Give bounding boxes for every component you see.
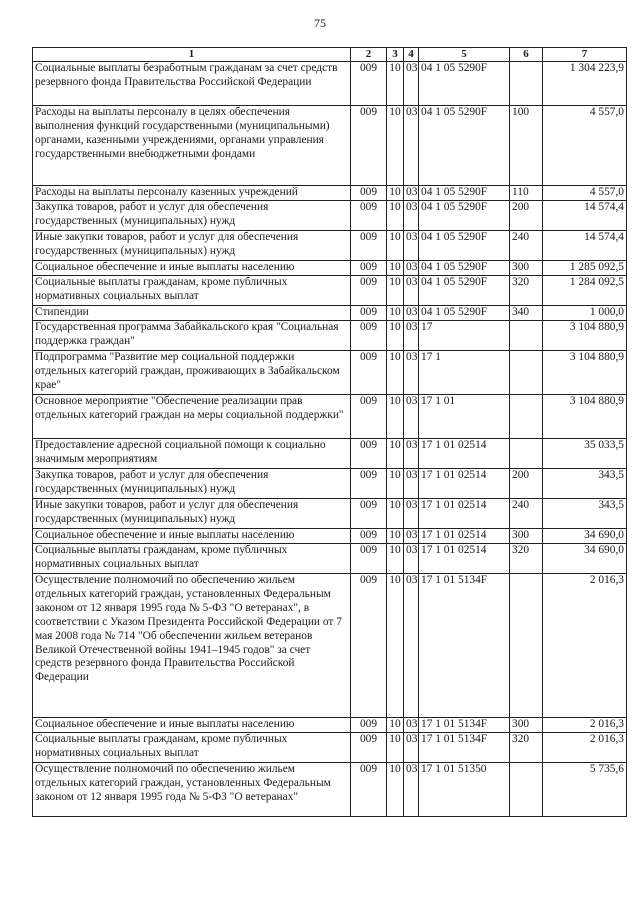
expense-type-code: 240 (510, 231, 543, 261)
subsection-code: 03 (404, 62, 419, 106)
row-name: Иные закупки товаров, работ и услуг для обеспечения государственных (муниципальных) нужд (33, 499, 351, 529)
table-row (33, 261, 627, 276)
amount: 14 574,4 (543, 201, 627, 231)
expense-type-code (510, 439, 543, 469)
amount: 343,5 (543, 469, 627, 499)
target-article-code: 17 1 01 02514 (419, 499, 510, 529)
section-code: 10 (387, 395, 404, 439)
header-col-6: 6 (510, 48, 543, 62)
amount: 4 557,0 (543, 106, 627, 186)
table-row (33, 499, 627, 529)
table-row (33, 231, 627, 261)
target-article-code: 04 1 05 5290F (419, 62, 510, 106)
row-name: Иные закупки товаров, работ и услуг для обеспечения государственных (муниципальных) нужд (33, 231, 351, 261)
ministry-code: 009 (351, 201, 387, 231)
target-article-code: 17 1 01 02514 (419, 469, 510, 499)
ministry-code: 009 (351, 276, 387, 306)
amount: 14 574,4 (543, 231, 627, 261)
expense-type-code: 300 (510, 261, 543, 276)
subsection-code: 03 (404, 261, 419, 276)
header-col-5: 5 (419, 48, 510, 62)
subsection-code: 03 (404, 306, 419, 321)
subsection-code: 03 (404, 718, 419, 733)
table-row (33, 762, 627, 816)
table-row (33, 276, 627, 306)
subsection-code: 03 (404, 231, 419, 261)
row-name: Социальные выплаты гражданам, кроме публичных нормативных социальных выплат (33, 276, 351, 306)
amount: 3 104 880,9 (543, 351, 627, 395)
expense-type-code: 240 (510, 499, 543, 529)
amount: 1 285 092,5 (543, 261, 627, 276)
subsection-code: 03 (404, 499, 419, 529)
table-row (33, 306, 627, 321)
row-name: Основное мероприятие "Обеспечение реализации прав отдельных категорий граждан на меры социальной поддержки" (33, 395, 351, 439)
header-col-4: 4 (404, 48, 419, 62)
section-code: 10 (387, 261, 404, 276)
ministry-code: 009 (351, 62, 387, 106)
row-name: Стипендии (33, 306, 351, 321)
table-row (33, 321, 627, 351)
row-name: Расходы на выплаты персоналу казенных учреждений (33, 186, 351, 201)
subsection-code: 03 (404, 469, 419, 499)
amount: 2 016,3 (543, 732, 627, 762)
expense-type-code (510, 762, 543, 816)
header-col-7: 7 (543, 48, 627, 62)
amount: 3 104 880,9 (543, 395, 627, 439)
target-article-code: 04 1 05 5290F (419, 186, 510, 201)
amount: 4 557,0 (543, 186, 627, 201)
section-code: 10 (387, 762, 404, 816)
row-name: Подпрограмма "Развитие мер социальной поддержки отдельных категорий граждан, проживающих в Забайкальском крае" (33, 351, 351, 395)
amount: 2 016,3 (543, 574, 627, 718)
table-row (33, 186, 627, 201)
amount: 1 304 223,9 (543, 62, 627, 106)
subsection-code: 03 (404, 544, 419, 574)
budget-table (32, 47, 627, 817)
ministry-code: 009 (351, 231, 387, 261)
row-name: Социальные выплаты гражданам, кроме публичных нормативных социальных выплат (33, 544, 351, 574)
subsection-code: 03 (404, 395, 419, 439)
amount: 5 735,6 (543, 762, 627, 816)
target-article-code: 04 1 05 5290F (419, 306, 510, 321)
target-article-code: 17 1 01 02514 (419, 439, 510, 469)
ministry-code: 009 (351, 106, 387, 186)
table-row (33, 574, 627, 718)
ministry-code: 009 (351, 321, 387, 351)
target-article-code: 04 1 05 5290F (419, 201, 510, 231)
section-code: 10 (387, 499, 404, 529)
target-article-code: 17 1 01 02514 (419, 529, 510, 544)
section-code: 10 (387, 186, 404, 201)
table-row (33, 469, 627, 499)
row-name: Социальное обеспечение и иные выплаты населению (33, 529, 351, 544)
subsection-code: 03 (404, 529, 419, 544)
subsection-code: 03 (404, 276, 419, 306)
section-code: 10 (387, 106, 404, 186)
expense-type-code (510, 321, 543, 351)
subsection-code: 03 (404, 106, 419, 186)
page-number: 75 (314, 16, 326, 30)
expense-type-code: 300 (510, 718, 543, 733)
target-article-code: 17 1 01 5134F (419, 732, 510, 762)
row-name: Закупка товаров, работ и услуг для обеспечения государственных (муниципальных) нужд (33, 201, 351, 231)
target-article-code: 17 1 01 (419, 395, 510, 439)
target-article-code: 17 1 01 5134F (419, 718, 510, 733)
expense-type-code (510, 351, 543, 395)
row-name: Социальные выплаты безработным гражданам за счет средств резервного фонда Правительства Российской Федерации (33, 62, 351, 106)
row-name: Социальное обеспечение и иные выплаты населению (33, 718, 351, 733)
subsection-code: 03 (404, 321, 419, 351)
target-article-code: 04 1 05 5290F (419, 261, 510, 276)
expense-type-code (510, 62, 543, 106)
table-row (33, 439, 627, 469)
target-article-code: 17 1 (419, 351, 510, 395)
row-name: Расходы на выплаты персоналу в целях обеспечения выполнения функций государственными (муниципальными) органами, казенными учреждениями, органами управления государственными внебюджетными фондами (33, 106, 351, 186)
header-col-2: 2 (351, 48, 387, 62)
section-code: 10 (387, 321, 404, 351)
amount: 34 690,0 (543, 544, 627, 574)
section-code: 10 (387, 544, 404, 574)
ministry-code: 009 (351, 306, 387, 321)
subsection-code: 03 (404, 439, 419, 469)
expense-type-code: 300 (510, 529, 543, 544)
ministry-code: 009 (351, 544, 387, 574)
ministry-code: 009 (351, 529, 387, 544)
target-article-code: 04 1 05 5290F (419, 276, 510, 306)
target-article-code: 17 1 01 5134F (419, 574, 510, 718)
row-name: Социальные выплаты гражданам, кроме публичных нормативных социальных выплат (33, 732, 351, 762)
row-name: Социальное обеспечение и иные выплаты населению (33, 261, 351, 276)
subsection-code: 03 (404, 201, 419, 231)
ministry-code: 009 (351, 499, 387, 529)
table-header (33, 48, 627, 62)
section-code: 10 (387, 276, 404, 306)
expense-type-code: 110 (510, 186, 543, 201)
table-body (33, 62, 627, 817)
amount: 343,5 (543, 499, 627, 529)
section-code: 10 (387, 351, 404, 395)
row-name: Предоставление адресной социальной помощи к социально значимым мероприятиям (33, 439, 351, 469)
amount: 34 690,0 (543, 529, 627, 544)
expense-type-code: 320 (510, 544, 543, 574)
target-article-code: 17 (419, 321, 510, 351)
section-code: 10 (387, 201, 404, 231)
section-code: 10 (387, 439, 404, 469)
section-code: 10 (387, 732, 404, 762)
ministry-code: 009 (351, 762, 387, 816)
row-name: Государственная программа Забайкальского края "Социальная поддержка граждан" (33, 321, 351, 351)
section-code: 10 (387, 469, 404, 499)
target-article-code: 17 1 01 51350 (419, 762, 510, 816)
target-article-code: 04 1 05 5290F (419, 106, 510, 186)
section-code: 10 (387, 574, 404, 718)
header-col-1: 1 (33, 48, 351, 62)
section-code: 10 (387, 62, 404, 106)
expense-type-code (510, 395, 543, 439)
ministry-code: 009 (351, 439, 387, 469)
table-row (33, 529, 627, 544)
subsection-code: 03 (404, 574, 419, 718)
ministry-code: 009 (351, 351, 387, 395)
expense-type-code: 200 (510, 469, 543, 499)
table-row (33, 732, 627, 762)
table-row (33, 544, 627, 574)
section-code: 10 (387, 718, 404, 733)
table-row (33, 718, 627, 733)
section-code: 10 (387, 529, 404, 544)
table-row (33, 351, 627, 395)
ministry-code: 009 (351, 732, 387, 762)
amount: 3 104 880,9 (543, 321, 627, 351)
table-row (33, 106, 627, 186)
expense-type-code: 320 (510, 732, 543, 762)
subsection-code: 03 (404, 732, 419, 762)
table-row (33, 201, 627, 231)
ministry-code: 009 (351, 469, 387, 499)
expense-type-code: 200 (510, 201, 543, 231)
expense-type-code: 340 (510, 306, 543, 321)
ministry-code: 009 (351, 395, 387, 439)
ministry-code: 009 (351, 186, 387, 201)
section-code: 10 (387, 306, 404, 321)
expense-type-code (510, 574, 543, 718)
table-row (33, 395, 627, 439)
amount: 1 000,0 (543, 306, 627, 321)
amount: 2 016,3 (543, 718, 627, 733)
subsection-code: 03 (404, 351, 419, 395)
target-article-code: 04 1 05 5290F (419, 231, 510, 261)
amount: 1 284 092,5 (543, 276, 627, 306)
row-name: Закупка товаров, работ и услуг для обеспечения государственных (муниципальных) нужд (33, 469, 351, 499)
section-code: 10 (387, 231, 404, 261)
amount: 35 033,5 (543, 439, 627, 469)
target-article-code: 17 1 01 02514 (419, 544, 510, 574)
header-col-3: 3 (387, 48, 404, 62)
ministry-code: 009 (351, 718, 387, 733)
ministry-code: 009 (351, 574, 387, 718)
expense-type-code: 320 (510, 276, 543, 306)
table-row (33, 62, 627, 106)
row-name: Осуществление полномочий по обеспечению жильем отдельных категорий граждан, установленных Федеральным законом от 12 января 1995 года № 5-ФЗ "О ветеранах", в соответствии с Указом Президента Российской Федерации от 7 мая 2008 года № 714 "Об обеспечении жильем ветеранов Великой Отечественной войны 1941–1945 годов" за счет средств резервного фонда Правительства Российской Федерации (33, 574, 351, 718)
subsection-code: 03 (404, 186, 419, 201)
subsection-code: 03 (404, 762, 419, 816)
header-row (33, 48, 627, 62)
expense-type-code: 100 (510, 106, 543, 186)
ministry-code: 009 (351, 261, 387, 276)
row-name: Осуществление полномочий по обеспечению жильем отдельных категорий граждан, установленных Федеральным законом от 12 января 1995 года № 5-ФЗ "О ветеранах" (33, 762, 351, 816)
